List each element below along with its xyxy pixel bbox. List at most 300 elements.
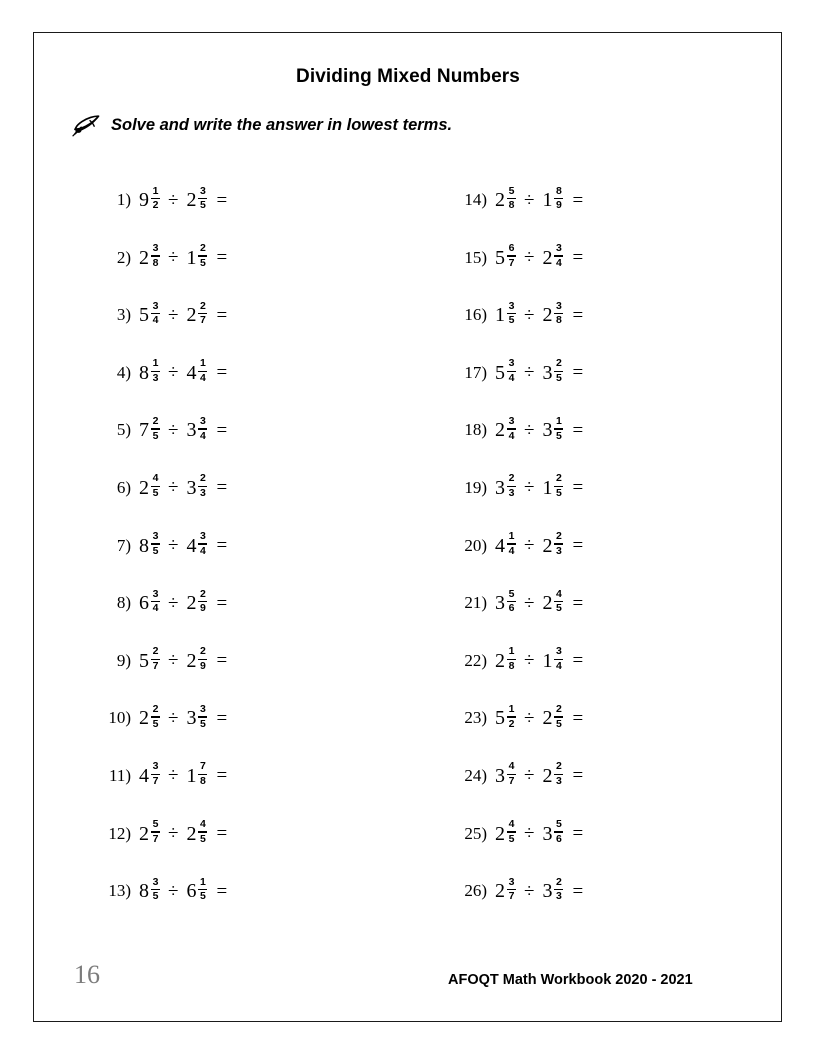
whole-part: 8 xyxy=(139,880,149,903)
denominator: 3 xyxy=(556,775,562,788)
numerator: 1 xyxy=(508,702,515,715)
problem-expression xyxy=(495,301,583,327)
denominator: 7 xyxy=(508,890,515,903)
mixed-number xyxy=(139,416,160,442)
numerator: 5 xyxy=(556,818,562,831)
denominator: 5 xyxy=(200,199,206,212)
problem-row xyxy=(105,359,227,417)
fraction xyxy=(507,589,516,615)
divide-operator: ÷ xyxy=(168,477,179,499)
numerator: 2 xyxy=(556,702,562,715)
equals-operator: = xyxy=(572,247,584,269)
divide-operator: ÷ xyxy=(524,650,535,672)
fraction xyxy=(198,877,207,903)
numerator: 3 xyxy=(200,184,206,197)
fraction xyxy=(554,243,563,269)
divide-operator: ÷ xyxy=(168,823,179,845)
numerator: 4 xyxy=(508,818,515,831)
problem-row xyxy=(105,244,227,302)
problem-row xyxy=(105,474,227,532)
fraction xyxy=(151,358,160,384)
denominator: 3 xyxy=(556,544,562,557)
whole-part: 6 xyxy=(186,880,197,903)
divide-operator: ÷ xyxy=(524,535,535,557)
denominator: 8 xyxy=(508,659,515,672)
problem-row xyxy=(461,359,583,417)
fraction xyxy=(507,877,516,903)
numerator: 3 xyxy=(200,702,206,715)
equals-operator: = xyxy=(572,707,584,729)
problem-number: 15) xyxy=(464,247,487,267)
equals-operator: = xyxy=(216,419,228,441)
mixed-number xyxy=(542,877,563,903)
problem-number: 6) xyxy=(116,477,131,497)
denominator: 6 xyxy=(508,602,515,615)
problems-column-left xyxy=(105,186,227,935)
problem-number: 25) xyxy=(464,823,487,843)
problem-expression xyxy=(139,474,227,500)
numerator: 3 xyxy=(556,299,562,312)
equals-operator: = xyxy=(216,304,228,326)
problem-number: 22) xyxy=(464,650,487,670)
whole-part: 2 xyxy=(186,649,197,672)
numerator: 7 xyxy=(200,760,206,773)
fraction xyxy=(554,301,563,327)
fraction xyxy=(507,186,516,212)
fraction xyxy=(151,186,160,212)
mixed-number xyxy=(186,186,207,212)
fraction xyxy=(507,819,516,845)
whole-part: 3 xyxy=(186,707,197,730)
numerator: 5 xyxy=(508,587,515,600)
equals-operator: = xyxy=(572,650,584,672)
pen-nib-icon xyxy=(72,113,102,137)
numerator: 2 xyxy=(200,472,206,485)
mixed-number xyxy=(139,877,160,903)
problem-expression xyxy=(495,474,583,500)
fraction xyxy=(507,531,516,557)
fraction xyxy=(198,819,207,845)
denominator: 4 xyxy=(556,256,562,269)
mixed-number xyxy=(495,704,516,730)
divide-operator: ÷ xyxy=(168,247,179,269)
numerator: 2 xyxy=(556,472,562,485)
problem-row xyxy=(105,186,227,244)
fraction xyxy=(198,416,207,442)
denominator: 3 xyxy=(556,890,562,903)
mixed-number xyxy=(495,244,516,270)
divide-operator: ÷ xyxy=(524,362,535,384)
mixed-number xyxy=(139,589,160,615)
problem-row xyxy=(461,244,583,302)
whole-part: 5 xyxy=(139,649,149,672)
numerator: 4 xyxy=(152,472,159,485)
problem-row xyxy=(461,474,583,532)
fraction xyxy=(151,531,160,557)
mixed-number xyxy=(186,244,207,270)
equals-operator: = xyxy=(572,880,584,902)
whole-part: 2 xyxy=(139,476,149,499)
mixed-number xyxy=(542,762,563,788)
numerator: 4 xyxy=(200,818,206,831)
problem-number: 18) xyxy=(464,420,487,440)
fraction xyxy=(507,704,516,730)
denominator: 4 xyxy=(200,544,206,557)
problem-number: 13) xyxy=(108,881,131,901)
denominator: 4 xyxy=(152,314,159,327)
divide-operator: ÷ xyxy=(524,189,535,211)
mixed-number xyxy=(139,820,160,846)
problem-expression xyxy=(495,877,583,903)
problem-number: 3) xyxy=(116,305,131,325)
problem-row xyxy=(105,301,227,359)
mixed-number xyxy=(139,301,160,327)
numerator: 2 xyxy=(200,299,206,312)
problem-row xyxy=(461,877,583,935)
equals-operator: = xyxy=(216,247,228,269)
problem-expression xyxy=(495,359,583,385)
denominator: 4 xyxy=(152,602,159,615)
fraction xyxy=(554,416,563,442)
fraction xyxy=(198,243,207,269)
problem-expression xyxy=(139,704,227,730)
mixed-number xyxy=(186,704,207,730)
divide-operator: ÷ xyxy=(168,880,179,902)
instruction-row xyxy=(72,113,452,137)
equals-operator: = xyxy=(572,304,584,326)
denominator: 9 xyxy=(200,602,206,615)
problem-row xyxy=(461,416,583,474)
problem-expression xyxy=(495,532,583,558)
equals-operator: = xyxy=(572,592,584,614)
denominator: 5 xyxy=(556,372,562,384)
mixed-number xyxy=(542,532,563,558)
divide-operator: ÷ xyxy=(524,880,535,902)
fraction xyxy=(151,301,160,327)
denominator: 5 xyxy=(152,487,159,500)
numerator: 1 xyxy=(152,357,159,370)
mixed-number xyxy=(495,589,516,615)
fraction xyxy=(554,877,563,903)
denominator: 4 xyxy=(200,429,206,442)
denominator: 7 xyxy=(508,775,515,788)
problems-column-right xyxy=(461,186,583,935)
numerator: 3 xyxy=(152,875,159,888)
denominator: 4 xyxy=(508,372,515,384)
divide-operator: ÷ xyxy=(168,707,179,729)
equals-operator: = xyxy=(216,362,228,384)
denominator: 5 xyxy=(152,544,159,557)
mixed-number xyxy=(542,589,563,615)
numerator: 2 xyxy=(200,587,206,600)
divide-operator: ÷ xyxy=(524,823,535,845)
mixed-number xyxy=(542,359,563,385)
fraction xyxy=(554,358,563,384)
denominator: 5 xyxy=(200,717,206,730)
numerator: 3 xyxy=(152,760,159,773)
denominator: 8 xyxy=(556,314,562,327)
denominator: 5 xyxy=(152,429,159,442)
mixed-number xyxy=(186,589,207,615)
fraction xyxy=(507,301,516,327)
whole-part: 2 xyxy=(542,534,553,557)
fraction xyxy=(198,704,207,730)
whole-part: 6 xyxy=(139,592,149,615)
problem-number: 19) xyxy=(464,477,487,497)
divide-operator: ÷ xyxy=(168,304,179,326)
whole-part: 2 xyxy=(139,822,149,845)
numerator: 1 xyxy=(200,357,206,370)
whole-part: 1 xyxy=(186,246,197,269)
denominator: 4 xyxy=(556,659,562,672)
divide-operator: ÷ xyxy=(168,362,179,384)
whole-part: 4 xyxy=(139,764,149,787)
problem-number: 8) xyxy=(116,593,131,613)
whole-part: 2 xyxy=(495,649,505,672)
problem-expression xyxy=(139,820,227,846)
numerator: 3 xyxy=(508,414,515,427)
whole-part: 4 xyxy=(186,534,197,557)
whole-part: 5 xyxy=(495,361,505,384)
mixed-number xyxy=(495,301,516,327)
denominator: 8 xyxy=(200,775,206,788)
numerator: 4 xyxy=(508,760,515,773)
mixed-number xyxy=(139,186,160,212)
denominator: 2 xyxy=(152,199,159,212)
divide-operator: ÷ xyxy=(524,592,535,614)
mixed-number xyxy=(139,647,160,673)
problem-number: 7) xyxy=(116,535,131,555)
whole-part: 7 xyxy=(139,419,149,442)
problem-expression xyxy=(139,877,227,903)
numerator: 5 xyxy=(508,184,515,197)
problem-expression xyxy=(139,244,227,270)
mixed-number xyxy=(139,244,160,270)
whole-part: 4 xyxy=(186,361,197,384)
mixed-number xyxy=(542,301,563,327)
whole-part: 3 xyxy=(186,476,197,499)
fraction xyxy=(198,589,207,615)
denominator: 5 xyxy=(508,832,515,845)
equals-operator: = xyxy=(216,189,228,211)
equals-operator: = xyxy=(572,362,584,384)
numerator: 2 xyxy=(556,530,562,543)
problem-expression xyxy=(495,820,583,846)
problem-number: 11) xyxy=(108,765,131,785)
mixed-number xyxy=(542,647,563,673)
problem-number: 16) xyxy=(464,305,487,325)
mixed-number xyxy=(495,820,516,846)
mixed-number xyxy=(186,532,207,558)
fraction xyxy=(198,301,207,327)
whole-part: 2 xyxy=(542,764,553,787)
numerator: 1 xyxy=(152,184,159,197)
whole-part: 2 xyxy=(139,246,149,269)
problem-expression xyxy=(495,186,583,212)
equals-operator: = xyxy=(572,535,584,557)
whole-part: 2 xyxy=(495,189,505,212)
problem-number: 4) xyxy=(116,362,131,382)
problem-expression xyxy=(139,647,227,673)
equals-operator: = xyxy=(572,419,584,441)
divide-operator: ÷ xyxy=(168,765,179,787)
problem-expression xyxy=(139,589,227,615)
divide-operator: ÷ xyxy=(524,419,535,441)
mixed-number xyxy=(495,186,516,212)
fraction xyxy=(507,761,516,787)
problem-number: 1) xyxy=(116,190,131,209)
problem-number: 26) xyxy=(464,881,487,901)
denominator: 5 xyxy=(556,602,562,615)
fraction xyxy=(198,473,207,499)
mixed-number xyxy=(495,647,516,673)
problem-row xyxy=(105,532,227,590)
numerator: 1 xyxy=(508,530,515,543)
fraction xyxy=(151,877,160,903)
whole-part: 8 xyxy=(139,534,149,557)
denominator: 7 xyxy=(152,659,159,672)
fraction xyxy=(198,531,207,557)
whole-part: 2 xyxy=(542,592,553,615)
divide-operator: ÷ xyxy=(524,477,535,499)
numerator: 3 xyxy=(152,530,159,543)
mixed-number xyxy=(186,416,207,442)
whole-part: 2 xyxy=(495,419,505,442)
equals-operator: = xyxy=(216,650,228,672)
mixed-number xyxy=(542,704,563,730)
numerator: 3 xyxy=(200,414,206,427)
equals-operator: = xyxy=(216,535,228,557)
whole-part: 5 xyxy=(495,707,505,730)
whole-part: 3 xyxy=(495,476,505,499)
instruction-text: Solve and write the answer in lowest terms. xyxy=(111,115,453,134)
equals-operator: = xyxy=(216,477,228,499)
equals-operator: = xyxy=(216,707,228,729)
numerator: 6 xyxy=(508,242,515,255)
fraction xyxy=(554,704,563,730)
mixed-number xyxy=(139,474,160,500)
problem-row xyxy=(105,416,227,474)
numerator: 2 xyxy=(152,645,159,658)
whole-part: 2 xyxy=(495,822,505,845)
fraction xyxy=(198,358,207,384)
denominator: 5 xyxy=(556,487,562,500)
whole-part: 8 xyxy=(139,361,149,384)
mixed-number xyxy=(542,416,563,442)
denominator: 4 xyxy=(508,544,515,557)
fraction xyxy=(554,473,563,499)
whole-part: 2 xyxy=(186,304,197,327)
denominator: 7 xyxy=(152,832,159,845)
problem-number: 2) xyxy=(116,247,131,267)
problem-expression xyxy=(139,186,227,212)
fraction xyxy=(198,186,207,212)
denominator: 5 xyxy=(200,890,206,903)
whole-part: 2 xyxy=(495,880,505,903)
denominator: 3 xyxy=(200,487,206,500)
denominator: 9 xyxy=(556,199,562,212)
denominator: 7 xyxy=(508,256,515,269)
whole-part: 3 xyxy=(542,361,553,384)
problem-number: 12) xyxy=(108,823,131,843)
whole-part: 3 xyxy=(542,822,553,845)
problem-expression xyxy=(139,301,227,327)
problem-row xyxy=(461,704,583,762)
problem-row xyxy=(461,820,583,878)
equals-operator: = xyxy=(572,477,584,499)
fraction xyxy=(507,646,516,672)
problem-expression xyxy=(495,416,583,442)
divide-operator: ÷ xyxy=(168,419,179,441)
fraction xyxy=(507,473,516,499)
whole-part: 1 xyxy=(542,649,553,672)
problem-number: 14) xyxy=(464,190,487,209)
fraction xyxy=(151,243,160,269)
fraction xyxy=(554,186,563,212)
whole-part: 1 xyxy=(495,304,505,327)
denominator: 4 xyxy=(508,429,515,442)
whole-part: 3 xyxy=(542,880,553,903)
footer-title: AFOQT Math Workbook 2020 - 2021 xyxy=(448,972,693,988)
problem-row xyxy=(105,704,227,762)
denominator: 6 xyxy=(556,832,562,845)
numerator: 1 xyxy=(200,875,206,888)
mixed-number xyxy=(542,820,563,846)
numerator: 3 xyxy=(200,530,206,543)
problem-number: 9) xyxy=(116,650,131,670)
problem-row xyxy=(105,589,227,647)
numerator: 3 xyxy=(152,587,159,600)
equals-operator: = xyxy=(216,823,228,845)
page-number: 16 xyxy=(74,960,100,989)
mixed-number xyxy=(186,359,207,385)
whole-part: 2 xyxy=(542,707,553,730)
fraction xyxy=(198,646,207,672)
mixed-number xyxy=(139,359,160,385)
mixed-number xyxy=(186,762,207,788)
mixed-number xyxy=(139,762,160,788)
whole-part: 3 xyxy=(542,419,553,442)
whole-part: 2 xyxy=(542,304,553,327)
fraction xyxy=(507,416,516,442)
mixed-number xyxy=(495,474,516,500)
fraction xyxy=(151,416,160,442)
equals-operator: = xyxy=(572,765,584,787)
problem-expression xyxy=(139,532,227,558)
denominator: 5 xyxy=(200,832,206,845)
numerator: 3 xyxy=(152,299,159,312)
problem-number: 10) xyxy=(108,708,131,728)
equals-operator: = xyxy=(572,823,584,845)
mixed-number xyxy=(139,532,160,558)
numerator: 3 xyxy=(152,242,159,255)
problem-number: 5) xyxy=(116,420,131,440)
equals-operator: = xyxy=(216,880,228,902)
mixed-number xyxy=(186,474,207,500)
problem-expression xyxy=(495,244,583,270)
mixed-number xyxy=(495,359,516,385)
problem-row xyxy=(105,647,227,705)
problem-row xyxy=(461,301,583,359)
whole-part: 5 xyxy=(139,304,149,327)
denominator: 8 xyxy=(152,256,159,269)
fraction xyxy=(151,473,160,499)
denominator: 8 xyxy=(508,199,515,212)
denominator: 3 xyxy=(508,487,515,500)
numerator: 3 xyxy=(508,357,515,370)
whole-part: 1 xyxy=(186,764,197,787)
whole-part: 1 xyxy=(542,476,553,499)
